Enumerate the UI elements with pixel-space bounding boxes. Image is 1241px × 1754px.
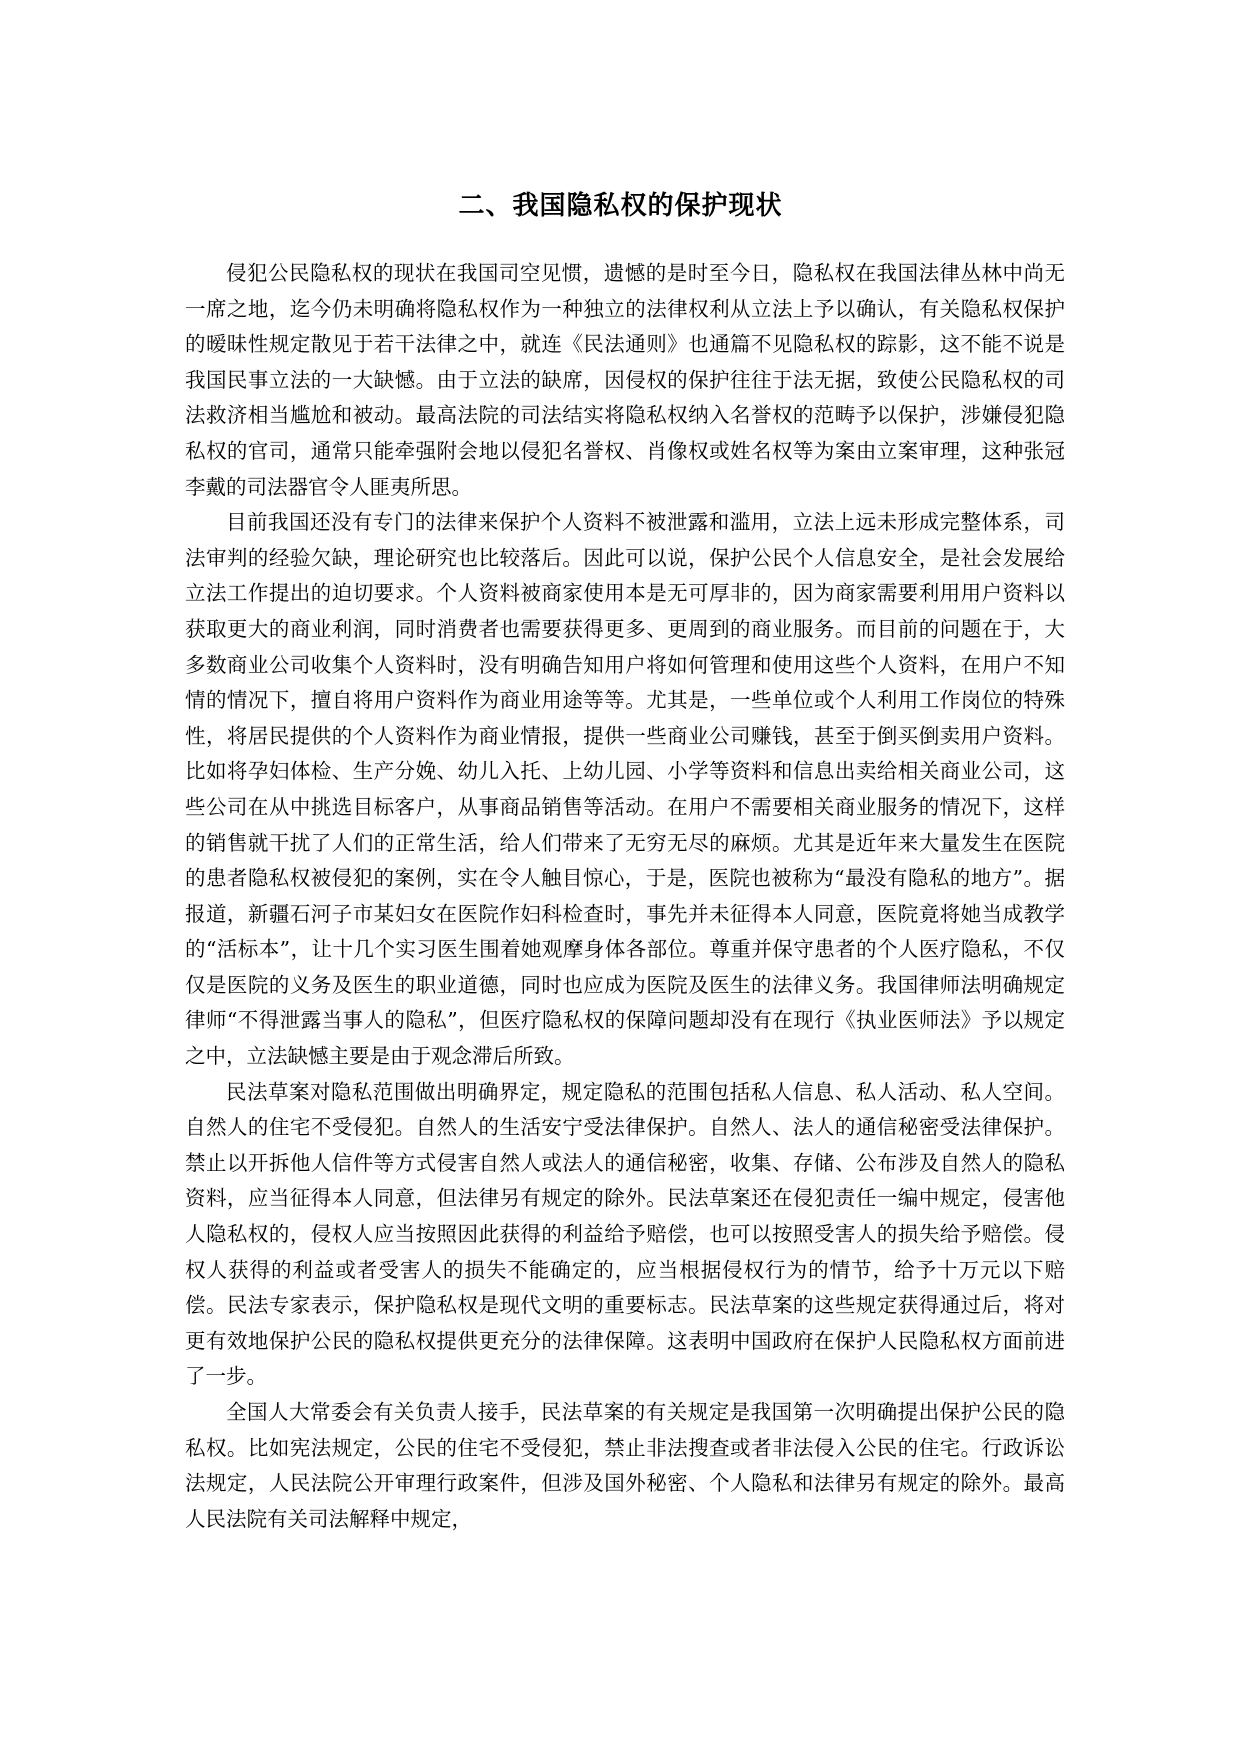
paragraph-3: 民法草案对隐私范围做出明确界定，规定隐私的范围包括私人信息、私人活动、私人空间。自然人的住宅不受侵犯。自然人的生活安宁受法律保护。自然人、法人的通信秘密受法律保护。禁止以开拆他人信件等方式侵害自然人或法人的通信秘密，收集、存储、公布涉及自然人的隐私资料，应当征得本人同意，但法律另有规定的除外。民法草案还在侵犯责任一编中规定，侵害他人隐私权的，侵权人应当按照因此获得的利益给予赔偿，也可以按照受害人的损失给予赔偿。侵权人获得的利益或者受害人的损失不能确定的，应当根据侵权行为的情节，给予十万元以下赔偿。民法专家表示，保护隐私权是现代文明的重要标志。民法草案的这些规定获得通过后，将对更有效地保护公民的隐私权提供更充分的法律保障。这表明中国政府在保护人民隐私权方面前进了一步。 <box>185 1079 1065 1389</box>
paragraph-4: 全国人大常委会有关负责人接手，民法草案的有关规定是我国第一次明确提出保护公民的隐私权。比如宪法规定，公民的住宅不受侵犯，禁止非法搜查或者非法侵入公民的住宅。行政诉讼法规定，人民法院公开审理行政案件，但涉及国外秘密、个人隐私和法律另有规定的除外。最高人民法院有关司法解释中规定， <box>185 1400 1065 1531</box>
paragraph-1: 侵犯公民隐私权的现状在我国司空见惯，遗憾的是时至今日，隐私权在我国法律丛林中尚无一席之地，迄今仍未明确将隐私权作为一种独立的法律权利从立法上予以确认，有关隐私权保护的暧昧性规定散见于若干法律之中，就连《民法通则》也通篇不见隐私权的踪影，这不能不说是我国民事立法的一大缺憾。由于立法的缺席，因侵权的保护往往于法无据，致使公民隐私权的司法救济相当尴尬和被动。最高法院的司法结实将隐私权纳入名誉权的范畴予以保护，涉嫌侵犯隐私权的官司，通常只能牵强附会地以侵犯名誉权、肖像权或姓名权等为案由立案审理，这种张冠李戴的司法器官令人匪夷所思。 <box>185 261 1065 499</box>
section-title: 二、我国隐私权的保护现状 <box>458 191 783 222</box>
body-text <box>185 256 1065 1537</box>
paragraph-2: 目前我国还没有专门的法律来保护个人资料不被泄露和滥用，立法上远未形成完整体系，司法审判的经验欠缺，理论研究也比较落后。因此可以说，保护公民个人信息安全，是社会发展给立法工作提出的迫切要求。个人资料被商家使用本是无可厚非的，因为商家需要利用用户资料以获取更大的商业利润，同时消费者也需要获得更多、更周到的商业服务。而目前的问题在于，大多数商业公司收集个人资料时，没有明确告知用户将如何管理和使用这些个人资料，在用户不知情的情况下，擅自将用户资料作为商业用途等等。尤其是，一些单位或个人利用工作岗位的特殊性，将居民提供的个人资料作为商业情报，提供一些商业公司赚钱，甚至于倒买倒卖用户资料。比如将孕妇体检、生产分娩、幼儿入托、上幼儿园、小学等资料和信息出卖给相关商业公司，这些公司在从中挑选目标客户，从事商品销售等活动。在用户不需要相关商业服务的情况下，这样的销售就干扰了人们的正常生活，给人们带来了无穷无尽的麻烦。尤其是近年来大量发生在医院的患者隐私权被侵犯的案例，实在令人触目惊心，于是，医院也被称为“最没有隐私的地方”。据报道，新疆石河子市某妇女在医院作妇科检查时，事先并未征得本人同意，医院竟将她当成教学的“活标本”，让十几个实习医生围着她观摩身体各部位。尊重并保守患者的个人医疗隐私，不仅仅是医院的义务及医生的职业道德，同时也应成为医院及医生的法律义务。我国律师法明确规定律师“不得泄露当事人的隐私”，但医疗隐私权的保障问题却没有在现行《执业医师法》予以规定之中，立法缺憾主要是由于观念滞后所致。 <box>185 510 1065 1069</box>
